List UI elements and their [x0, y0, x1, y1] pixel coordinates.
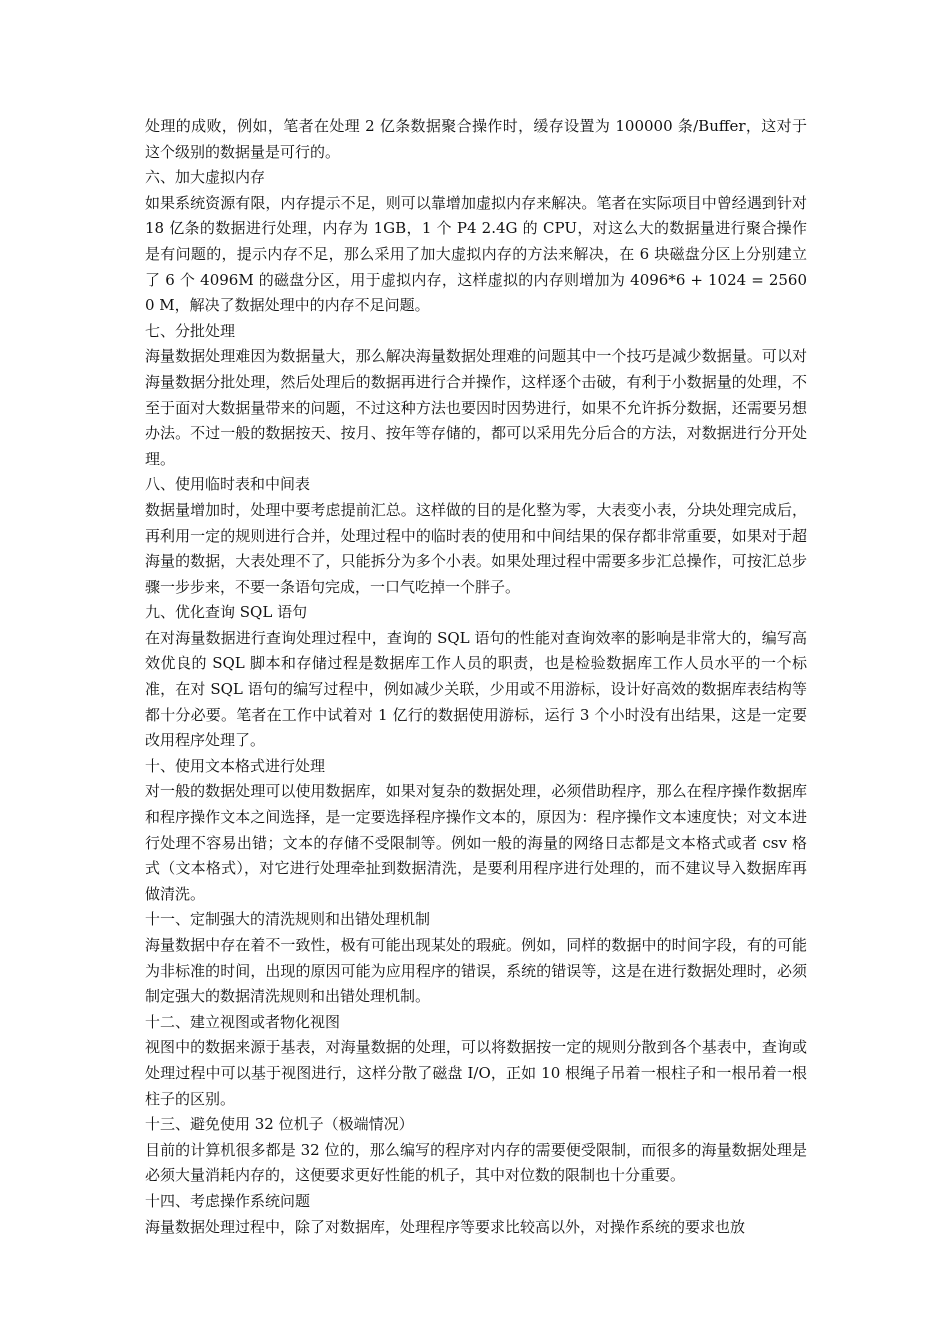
paragraph-batch: 海量数据处理难因为数据量大，那么解决海量数据处理难的问题其中一个技巧是减少数据量。可以对海量数据分批处理，然后处理后的数据再进行合并操作，这样逐个击破，有利于小数据量的处理，不至于面对大数据量带来的问题，不过这种方法也要因时因势进行，如果不允许拆分数据，还需要另想办法。不过一般的数据按天、按月、按年等存储的，都可以采用先分后合的方法，对数据进行分开处理。: [145, 347, 807, 468]
heading-10-text-format: 十、使用文本格式进行处理: [145, 756, 326, 775]
heading-7-batch: 七、分批处理: [145, 321, 236, 340]
heading-9-sql: 九、优化查询 SQL 语句: [145, 603, 308, 622]
heading-13-32bit: 十三、避免使用 32 位机子（极端情况）: [145, 1115, 414, 1134]
heading-11-cleaning-rules: 十一、定制强大的清洗规则和出错处理机制: [145, 910, 431, 929]
paragraph-sql: 在对海量数据进行查询处理过程中，查询的 SQL 语句的性能对查询效率的影响是非常大的，编写高效优良的 SQL 脚本和存储过程是数据库工作人员的职责，也是检验数据库工作人员水平的一个标准，在对 SQL 语句的编写过程中，例如减少关联，少用或不用游标，设计好高效的数据库表结构等都十分必要。笔者在工作中试着对 1 亿行的数据使用游标，运行 3 个小时没有出结果，这是一定要改用程序处理了。: [145, 628, 807, 750]
heading-14-os: 十四、考虑操作系统问题: [145, 1191, 311, 1210]
paragraph-os: 海量数据处理过程中，除了对数据库，处理程序等要求比较高以外，对操作系统的要求也放: [145, 1217, 746, 1236]
paragraph-cleaning-rules: 海量数据中存在着不一致性，极有可能出现某处的瑕疵。例如，同样的数据中的时间字段，有的可能为非标准的时间，出现的原因可能为应用程序的错误，系统的错误等，这是在进行数据处理时，必须制定强大的数据清洗规则和出错处理机制。: [145, 936, 807, 1006]
paragraph-cache-setting: 处理的成败，例如，笔者在处理 2 亿条数据聚合操作时，缓存设置为 100000 条/Buffer，这对于这个级别的数据量是可行的。: [145, 117, 807, 161]
paragraph-32bit: 目前的计算机很多都是 32 位的，那么编写的程序对内存的需要便受限制，而很多的海量数据处理是必须大量消耗内存的，这便要求更好性能的机子，其中对位数的限制也十分重要。: [145, 1140, 807, 1185]
heading-8-temp-tables: 八、使用临时表和中间表: [145, 475, 311, 494]
paragraph-text-format: 对一般的数据处理可以使用数据库，如果对复杂的数据处理，必须借助程序，那么在程序操作数据库和程序操作文本之间选择，是一定要选择程序操作文本的，原因为：程序操作文本速度快；对文本进行处理不容易出错；文本的存储不受限制等。例如一般的海量的网络日志都是文本格式或者 csv 格式（文本格式），对它进行处理牵扯到数据清洗，是要利用程序进行处理的，而不建议导入数据库再做清洗。: [145, 782, 807, 903]
paragraph-temp-tables: 数据量增加时，处理中要考虑提前汇总。这样做的目的是化整为零，大表变小表，分块处理完成后，再利用一定的规则进行合并，处理过程中的临时表的使用和中间结果的保存都非常重要，如果对于超海量的数据，大表处理不了，只能拆分为多个小表。如果处理过程中需要多步汇总操作，可按汇总步骤一步步来，不要一条语句完成，一口气吃掉一个胖子。: [145, 500, 807, 596]
heading-12-views: 十二、建立视图或者物化视图: [145, 1012, 341, 1031]
heading-6-virtual-memory: 六、加大虚拟内存: [145, 168, 266, 187]
paragraph-views: 视图中的数据来源于基表，对海量数据的处理，可以将数据按一定的规则分散到各个基表中，查询或处理过程中可以基于视图进行，这样分散了磁盘 I/O，正如 10 根绳子吊着一根柱子和一根吊着一根柱子的区别。: [145, 1038, 807, 1108]
paragraph-virtual-memory: 如果系统资源有限，内存提示不足，则可以靠增加虚拟内存来解决。笔者在实际项目中曾经遇到针对 18 亿条的数据进行处理，内存为 1GB，1 个 P4 2.4G 的 CPU，对这么大的数据量进行聚合操作是有问题的，提示内存不足，那么采用了加大虚拟内存的方法来解决，在 6 块磁盘分区上分别建立了 6 个 4096M 的磁盘分区，用于虚拟内存，这样虚拟的内存则增加为 4096*6 + 1024 = 25600 M，解决了数据处理中的内存不足问题。: [145, 193, 807, 315]
document-body: [145, 114, 807, 1240]
